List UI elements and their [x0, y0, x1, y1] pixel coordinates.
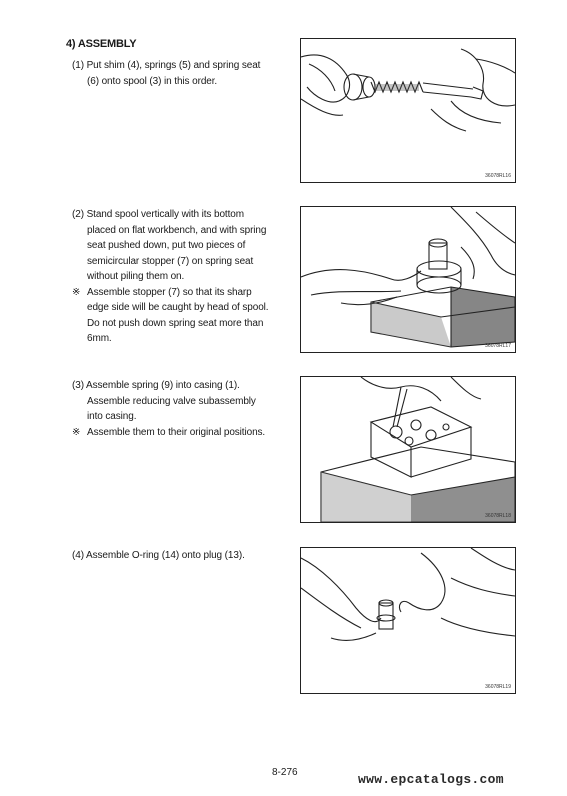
- figure-step-1: [300, 38, 516, 183]
- page-number: 8-276: [272, 767, 298, 778]
- step-2-note-line: 6mm.: [87, 333, 112, 344]
- step-2-text: [72, 207, 282, 347]
- step-2-line: placed on flat workbench, and with spring: [87, 224, 267, 236]
- step-4-text: [72, 548, 282, 564]
- step-2-note-line: edge side will be caught by head of spool.: [87, 302, 269, 313]
- photo-spool-springs: [301, 39, 515, 182]
- figure-step-4: [300, 547, 516, 694]
- figure-code: 36078RL19: [485, 684, 511, 690]
- section-heading: 4) ASSEMBLY: [66, 38, 137, 50]
- step-2-note-line: Assemble stopper (7) so that its sharp: [87, 286, 252, 298]
- step-1-text: [72, 58, 282, 89]
- watermark: www.epcatalogs.com: [358, 772, 504, 787]
- figure-step-3: [300, 376, 516, 523]
- note-mark-icon: ※: [72, 426, 81, 438]
- figure-code: 36078RL17: [485, 343, 511, 349]
- step-4-line: (4) Assemble O-ring (14) onto plug (13).: [72, 550, 245, 561]
- photo-oring-plug: [301, 548, 515, 693]
- step-2-line: (2) Stand spool vertically with its bottom: [72, 209, 244, 220]
- step-2-line: seat pushed down, put two pieces of: [87, 240, 246, 251]
- figure-code: 36078RL16: [485, 173, 511, 179]
- figure-step-2: [300, 206, 516, 353]
- step-2-line: without piling them on.: [87, 271, 185, 282]
- note-mark-icon: ※: [72, 286, 81, 298]
- step-3-line: into casing.: [87, 411, 137, 422]
- step-2-line: semicircular stopper (7) on spring seat: [87, 255, 254, 267]
- step-3-line: (3) Assemble spring (9) into casing (1).: [72, 380, 240, 391]
- step-2-note-line: Do not push down spring seat more than: [87, 317, 264, 329]
- photo-stopper-assembly: [301, 207, 515, 352]
- step-3-note-line: Assemble them to their original positions.: [87, 426, 266, 438]
- figure-code: 36078RL18: [485, 513, 511, 519]
- photo-casing-assembly: [301, 377, 515, 522]
- step-1-line: (1) Put shim (4), springs (5) and spring seat: [72, 60, 261, 71]
- step-3-text: [72, 378, 282, 440]
- step-1-line: (6) onto spool (3) in this order.: [87, 75, 218, 87]
- step-3-line: Assemble reducing valve subassembly: [87, 395, 256, 407]
